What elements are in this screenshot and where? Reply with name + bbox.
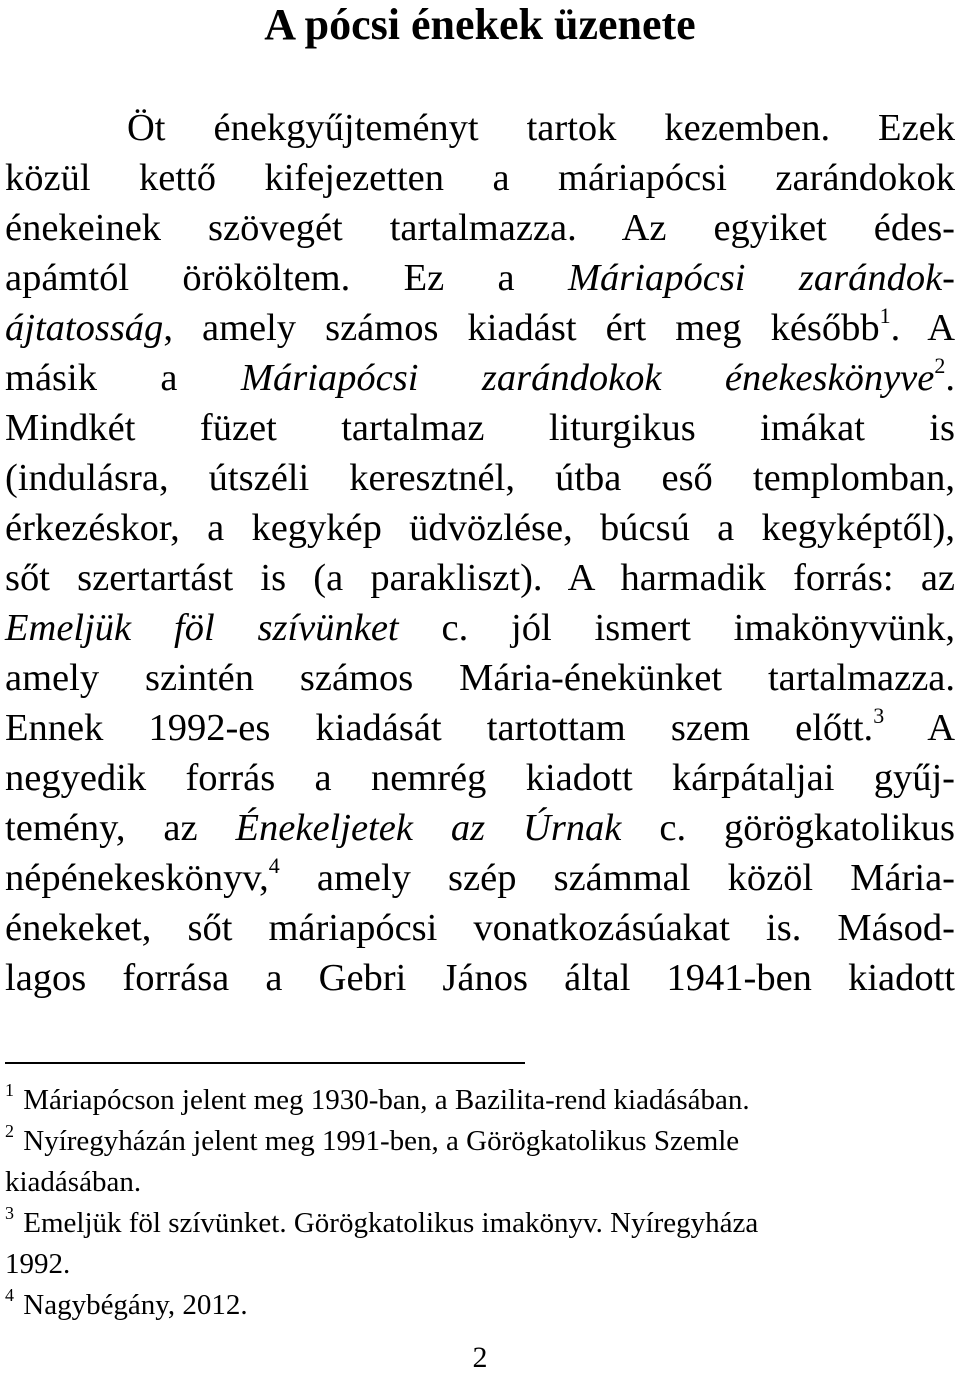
- body-line: [5, 353, 955, 403]
- footnote-line: [5, 1121, 955, 1162]
- page-number: 2: [472, 1341, 488, 1374]
- text-run: énekeket, sőt máriapócsi vonatkozásúakat is. Másod-: [5, 907, 955, 949]
- footnote-text: Nyíregyházán jelent meg 1991-ben, a Görögkatolikus Szemle: [16, 1125, 740, 1157]
- footnote-number: 4: [5, 1285, 14, 1305]
- footnote-line: [5, 1080, 955, 1121]
- body-line: [5, 753, 955, 803]
- footnote-reference: 2: [934, 353, 946, 378]
- footnote-number: 1: [5, 1080, 14, 1100]
- text-run: (indulásra, útszéli keresztnél, útba eső templomban,: [5, 457, 955, 499]
- footnote-line: [5, 1244, 955, 1285]
- text-run: apámtól örököltem. Ez a: [5, 257, 568, 299]
- text-run: közül kettő kifejezetten a máriapócsi zarándokok: [5, 157, 955, 199]
- body-text: [5, 103, 955, 1003]
- footnote-number: 3: [5, 1203, 14, 1223]
- footnote-reference: 4: [268, 853, 280, 878]
- body-line: [5, 603, 955, 653]
- text-run: temény, az: [5, 807, 236, 849]
- body-line: [5, 803, 955, 853]
- body-line: [5, 203, 955, 253]
- footnote-text: Emeljük föl szívünket. Görögkatolikus imakönyv. Nyíregyháza: [16, 1207, 759, 1239]
- italic-title: ájtatosság: [5, 307, 164, 349]
- footnote-reference: 3: [873, 703, 885, 728]
- footnote-number: 2: [5, 1121, 14, 1141]
- body-line: [5, 903, 955, 953]
- body-line: [5, 453, 955, 503]
- text-run: , amely számos kiadást ért meg később: [163, 307, 880, 349]
- body-line: [5, 303, 955, 353]
- italic-title: Emeljük föl szívünket: [5, 607, 399, 649]
- footnote-line: [5, 1285, 955, 1326]
- text-run: lagos forrása a Gebri János által 1941-ben kiadott: [5, 957, 955, 999]
- text-run: sőt szertartást is (a parakliszt). A harmadik forrás: az: [5, 557, 955, 599]
- text-run: népénekeskönyv,: [5, 857, 269, 899]
- text-run: A: [884, 707, 955, 749]
- italic-title: Énekeljetek az Úrnak: [235, 807, 622, 849]
- text-run: Ennek 1992-es kiadását tartottam szem előtt.: [5, 707, 874, 749]
- footnote-text: 1992.: [5, 1248, 71, 1280]
- footnote-line: [5, 1203, 955, 1244]
- footnote-text: Nagybégány, 2012.: [16, 1289, 248, 1321]
- body-line: [5, 253, 955, 303]
- footnote-text: kiadásában.: [5, 1166, 142, 1198]
- italic-title: Máriapócsi zarándok-: [567, 257, 955, 299]
- italic-title: Máriapócsi zarándokok énekeskönyve: [240, 357, 935, 399]
- text-run: . A: [890, 307, 955, 349]
- text-run: énekeinek szövegét tartalmazza. Az egyiket édes-: [5, 207, 955, 249]
- body-line: [5, 703, 955, 753]
- text-run: Mindkét füzet tartalmaz liturgikus imákat is: [5, 407, 955, 449]
- text-run: másik a: [5, 357, 241, 399]
- text-run: negyedik forrás a nemrég kiadott kárpátaljai gyűj-: [5, 757, 955, 799]
- text-run: érkezéskor, a kegykép üdvözlése, búcsú a kegyképtől),: [5, 507, 955, 549]
- page-title: A pócsi énekek üzenete: [264, 0, 696, 49]
- footnote-separator: [5, 1062, 525, 1064]
- footnote-text: Máriapócson jelent meg 1930-ban, a Bazilita-rend kiadásában.: [16, 1084, 750, 1116]
- text-run: .: [945, 357, 955, 399]
- footnotes: [5, 1080, 955, 1326]
- text-run: amely szintén számos Mária-énekünket tartalmazza.: [5, 657, 955, 699]
- body-line: [5, 953, 955, 1003]
- text-run: c. jól ismert imakönyvünk,: [398, 607, 955, 649]
- body-line: [5, 503, 955, 553]
- body-line: [5, 653, 955, 703]
- text-run: Öt énekgyűjteményt tartok kezemben. Ezek: [127, 107, 955, 149]
- body-line: [5, 853, 955, 903]
- footnote-reference: 1: [879, 303, 891, 328]
- text-run: c. görögkatolikus: [621, 807, 955, 849]
- text-run: amely szép számmal közöl Mária-: [279, 857, 955, 899]
- body-line: [5, 403, 955, 453]
- body-line: [5, 153, 955, 203]
- footnote-line: [5, 1162, 955, 1203]
- body-line: [5, 553, 955, 603]
- body-line: [5, 103, 955, 153]
